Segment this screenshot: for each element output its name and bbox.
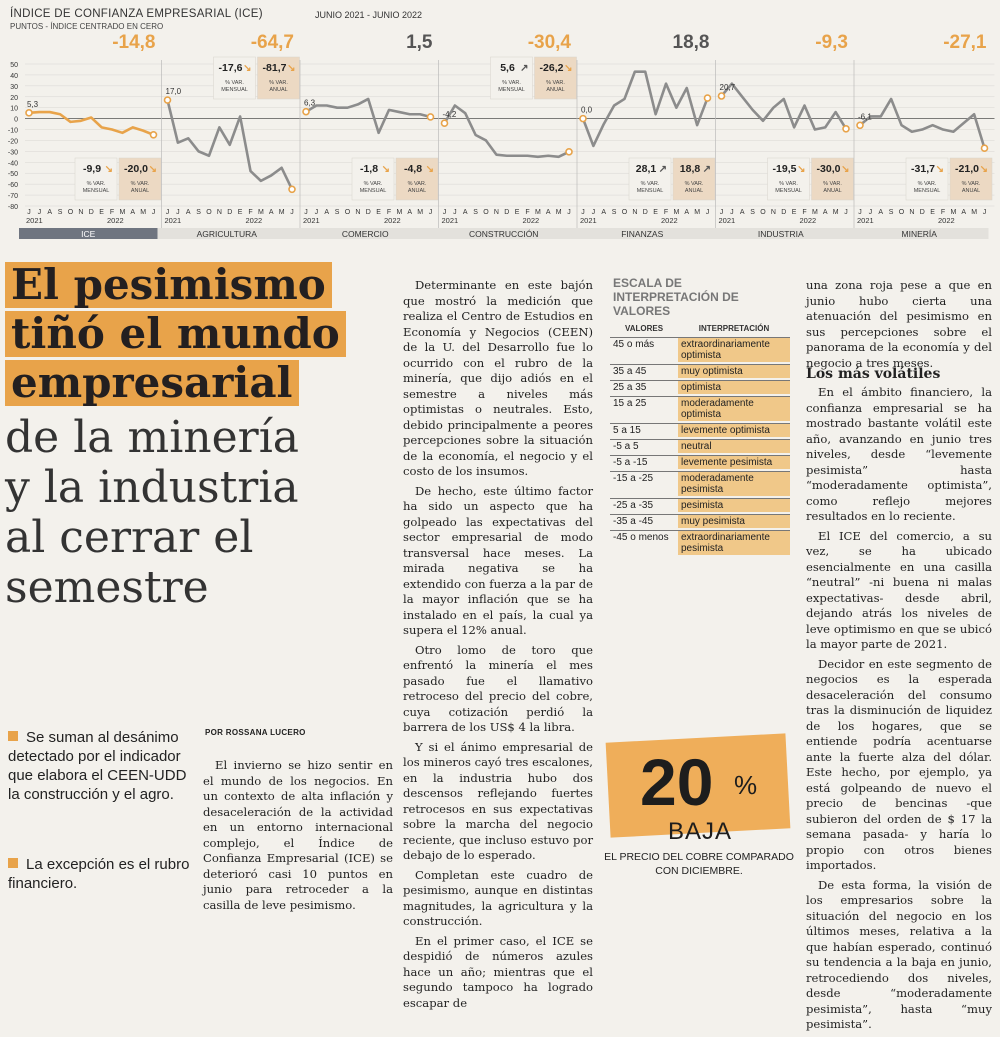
series-start-point: [26, 110, 32, 116]
scale-interpretation: muy pesimista: [678, 514, 790, 528]
month-tick-label: E: [791, 209, 797, 216]
month-tick-label: J: [705, 209, 710, 216]
article-column-4: [806, 385, 992, 1037]
month-tick-label: N: [632, 209, 638, 216]
var-anual-value: -20,0: [124, 163, 148, 175]
var-label: ANUAL: [130, 188, 150, 194]
headline-rest-3: al cerrar el: [5, 512, 254, 563]
series-line: [583, 72, 708, 146]
paragraph: En el primer caso, el ICE se despidió de números azules hace un año; mientras que el segundo tampoco ha logrado escapar de: [403, 933, 593, 1010]
var-label: % VAR.: [546, 80, 565, 86]
arrow-down-icon: ↘: [841, 164, 850, 175]
year-tick-label: 2021: [718, 216, 736, 225]
month-tick-label: A: [961, 209, 967, 216]
month-tick-label: D: [365, 209, 371, 216]
scale-value: 25 a 35: [610, 380, 678, 394]
var-label: MENSUAL: [82, 188, 110, 194]
var-label: ANUAL: [961, 188, 981, 194]
scale-value: 45 o más: [610, 337, 678, 362]
arrow-down-icon: ↘: [564, 63, 573, 74]
year-tick-label: 2022: [384, 216, 401, 225]
series-start-label: -6,1: [858, 112, 872, 122]
month-tick-label: M: [534, 209, 541, 216]
series-line: [442, 106, 570, 157]
month-tick-label: F: [802, 209, 807, 216]
month-tick-label: O: [760, 209, 766, 216]
month-tick-label: J: [453, 209, 457, 216]
var-label: % VAR.: [640, 181, 660, 187]
badge-caption: EL PRECIO DEL COBRE COMPARADO CON DICIEMBRE.: [604, 851, 794, 877]
month-tick-label: A: [185, 209, 191, 216]
scale-interpretation: moderadamente optimista: [678, 396, 790, 421]
paragraph: Otro lomo de toro que enfrentó la minería el mes pasado fue el llamativo retroceso del precio del cobre, cuya cotización perdió la barrera de los US$ 4 la libra.: [403, 642, 593, 734]
var-label: ANUAL: [823, 188, 842, 194]
series-start-point: [165, 97, 171, 103]
var-label: MENSUAL: [359, 188, 387, 194]
arrow-up-icon: ↗: [520, 63, 529, 74]
month-tick-label: M: [555, 209, 562, 216]
month-tick-label: A: [739, 209, 745, 216]
month-tick-label: A: [268, 209, 274, 216]
headline-rest-1: de la minería: [5, 412, 299, 463]
headline-rest-4: semestre: [5, 562, 209, 613]
scale-value: 15 a 25: [610, 396, 678, 421]
byline: POR ROSSANA LUCERO: [205, 728, 306, 737]
headline-line-1: El pesimismo: [5, 262, 332, 308]
month-tick-label: N: [355, 209, 361, 216]
scale-row: [610, 498, 790, 512]
month-tick-label: A: [822, 209, 828, 216]
y-tick-label: -30: [7, 149, 18, 157]
month-tick-label: N: [909, 209, 915, 216]
year-tick-label: 2022: [938, 216, 955, 225]
month-tick-label: S: [750, 209, 755, 216]
scale-value: -35 a -45: [610, 514, 678, 528]
scale-interpretation: extraordinariamente pesimista: [678, 530, 790, 555]
scale-value: -25 a -35: [610, 498, 678, 512]
series-end-point: [289, 186, 295, 192]
paragraph: Completan este cuadro de pesimismo, aunque en distintas magnitudes, la agricultura y la construcción.: [403, 867, 593, 928]
var-mensual-value: -19,5: [772, 163, 797, 175]
badge-number: 20: [640, 745, 714, 819]
chart-subtitle: PUNTOS - ÍNDICE CENTRADO EN CERO: [10, 22, 164, 31]
month-tick-label: F: [525, 209, 530, 216]
year-tick-label: 2021: [441, 216, 459, 225]
series-end-point: [566, 149, 572, 155]
month-tick-label: J: [591, 209, 596, 216]
scale-row: [610, 455, 790, 469]
arrow-down-icon: ↘: [797, 164, 806, 175]
arrow-down-icon: ↘: [148, 164, 157, 175]
series-line: [168, 100, 293, 189]
var-mensual-value: -31,7: [911, 163, 935, 175]
month-tick-label: J: [290, 209, 294, 216]
var-label: MENSUAL: [498, 87, 525, 93]
y-tick-label: -70: [7, 193, 18, 201]
var-label: MENSUAL: [221, 87, 248, 93]
scale-header-interpretation: INTERPRETACIÓN: [698, 324, 770, 333]
series-end-value: -27,1: [943, 32, 987, 53]
scale-row: [610, 337, 790, 362]
panel-label: ICE: [81, 229, 96, 239]
panel-label: COMERCIO: [341, 229, 389, 239]
scale-row: [610, 439, 790, 453]
month-tick-label: M: [257, 209, 264, 216]
badge-word: BAJA: [668, 818, 733, 845]
paragraph: El invierno se hizo sentir en el mundo de los negocios. En un contexto de alta inflación y desaceleración de la actividad en un entorno internacional complejo, el Índice de Confianza Empresarial (ICE) se deterioró casi 10 puntos en junio para retroceder a la casilla de leve pesimismo.: [203, 758, 393, 912]
y-tick-label: -60: [7, 182, 18, 190]
month-tick-label: S: [611, 209, 617, 216]
month-tick-label: A: [462, 209, 468, 216]
year-tick-label: 2021: [26, 216, 43, 225]
bullet-1: [8, 728, 198, 804]
month-tick-label: J: [982, 209, 987, 216]
arrow-up-icon: ↗: [702, 164, 711, 175]
ice-sector-chart: [0, 0, 1000, 245]
month-tick-label: J: [567, 209, 571, 216]
bullet-2: [8, 855, 198, 893]
scale-row: [610, 530, 790, 555]
scale-value: -15 a -25: [610, 471, 678, 496]
series-end-value: -14,8: [112, 32, 156, 53]
paragraph: Decidor en este segmento de negocios es la esperada desaceleración del consumo tras la disminución de liquidez de los hogares, que se entiende podría acentuarse ante la fuerte alza del dólar. Este hecho, por ejemplo, ya está golpeando de nuevo el precio de bencinas -que subieron del orden de $ 17 la semana pasada- y haría lo propio con otros bienes importados.: [806, 656, 992, 872]
var-label: MENSUAL: [775, 188, 802, 194]
series-start-label: 20,7: [719, 83, 736, 93]
month-tick-label: J: [176, 209, 180, 216]
y-tick-label: 50: [10, 62, 18, 69]
month-tick-label: A: [47, 209, 53, 216]
y-tick-label: -20: [7, 138, 18, 146]
paragraph: Determinante en este bajón que mostró la medición que realiza el Centro de Estudios en Economía y Negocios (CEEN) de la U. del Desarrollo fue lo ocurrido con el rubro de la minería, que dijo adiós en el semestre a niveles más optimistas o neutrales. Esto, debido principalmente a peores percepciones sobre la situación de la economía, el negocio y el costo de los insumos.: [403, 278, 593, 478]
month-tick-label: O: [67, 209, 74, 216]
var-label: % VAR.: [407, 181, 427, 187]
year-tick-label: 2021: [580, 216, 597, 225]
month-tick-label: E: [930, 209, 935, 216]
scale-interpretation: pesimista: [678, 498, 790, 512]
var-anual-value: -21,0: [955, 163, 979, 175]
series-line: [719, 83, 847, 130]
month-tick-label: J: [868, 209, 873, 216]
arrow-down-icon: ↘: [243, 63, 252, 74]
y-tick-label: 20: [10, 94, 18, 102]
series-line: [306, 99, 431, 133]
scale-value: -45 o menos: [610, 530, 678, 555]
var-mensual-value: -17,6: [218, 62, 243, 74]
panel-label: INDUSTRIA: [757, 229, 804, 239]
var-label: MENSUAL: [636, 188, 664, 194]
var-label: ANUAL: [407, 188, 427, 194]
month-tick-label: M: [950, 209, 957, 216]
var-label: % VAR.: [502, 80, 521, 86]
scale-row: [610, 380, 790, 394]
month-tick-label: D: [919, 209, 925, 216]
series-end-value: -64,7: [250, 32, 294, 53]
series-end-value: 1,5: [406, 32, 433, 53]
var-label: ANUAL: [546, 87, 565, 93]
paragraph: Y si el ánimo empresarial de los mineros cayó tres escalones, en la industria hubo dos descensos reflejando fuertes retrocesos en sus expectativas sobre la marcha del negocio reciente, que incluso estuvo por debajo de lo esperado.: [403, 739, 593, 862]
headline-rest-2: y la industria: [5, 462, 299, 513]
scale-row: [610, 514, 790, 528]
var-anual-value: 18,8: [679, 163, 701, 175]
arrow-up-icon: ↗: [658, 164, 667, 175]
month-tick-label: E: [376, 209, 381, 216]
month-tick-label: N: [493, 209, 499, 216]
month-tick-label: J: [719, 209, 724, 216]
scale-value: 35 a 45: [610, 364, 678, 378]
month-tick-label: F: [386, 209, 392, 216]
var-label: % VAR.: [684, 181, 704, 187]
interpretation-scale-table: [610, 322, 790, 557]
var-mensual-value: -1,8: [359, 163, 379, 175]
var-mensual-value: 5,6: [500, 62, 515, 74]
month-tick-label: E: [237, 209, 243, 216]
bullet-square-icon: [8, 858, 18, 868]
article-column-2: [403, 278, 593, 1015]
month-tick-label: F: [109, 209, 115, 216]
series-start-point: [719, 93, 725, 99]
month-tick-label: M: [971, 209, 978, 216]
month-tick-label: E: [653, 209, 658, 216]
month-tick-label: M: [832, 209, 839, 216]
month-tick-label: D: [642, 209, 648, 216]
var-label: % VAR.: [823, 181, 842, 187]
series-line: [860, 99, 985, 148]
scale-interpretation: levemente pesimista: [678, 455, 790, 469]
month-tick-label: M: [673, 209, 680, 216]
series-start-point: [442, 120, 448, 126]
month-tick-label: M: [396, 209, 403, 216]
month-tick-label: O: [206, 209, 212, 216]
series-start-label: 17,0: [165, 87, 182, 97]
year-tick-label: 2021: [857, 216, 874, 225]
month-tick-label: S: [57, 209, 63, 216]
month-tick-label: F: [940, 209, 946, 216]
var-label: % VAR.: [86, 181, 106, 187]
article-column-4-top: [806, 278, 992, 375]
year-tick-label: 2022: [799, 216, 817, 225]
var-label: % VAR.: [961, 181, 981, 187]
var-anual-value: -81,7: [262, 62, 287, 74]
month-tick-label: D: [88, 209, 94, 216]
month-tick-label: A: [407, 209, 413, 216]
paragraph: El ICE del comercio, a su vez, se ha ubicado esencialmente en una casilla “neutral” -ni buena ni malas expectativas- desde abril, dejando atrás los niveles de leve optimismo en que se ubicó la mayor parte de 2021.: [806, 528, 992, 651]
y-tick-label: -80: [7, 204, 18, 211]
article-column-1: [203, 758, 393, 917]
var-label: % VAR.: [363, 181, 383, 187]
y-tick-label: 10: [10, 105, 18, 113]
series-end-value: -30,4: [527, 32, 571, 53]
series-start-label: 6,3: [304, 98, 316, 108]
month-tick-label: F: [248, 209, 253, 216]
var-label: % VAR.: [225, 80, 244, 86]
chart-period: JUNIO 2021 - JUNIO 2022: [315, 10, 423, 20]
panel-label: MINERÍA: [901, 229, 937, 239]
paragraph: En el ámbito financiero, la confianza empresarial se ha mostrado bastante volátil este año, avanzando en junio tres niveles, desde “levemente pesimista” hasta “moderadamente optimista”, como reflejo mejores resultados en lo reciente.: [806, 385, 992, 523]
var-label: % VAR.: [917, 181, 937, 187]
var-label: % VAR.: [269, 80, 288, 86]
series-end-point: [151, 132, 157, 138]
month-tick-label: M: [811, 209, 818, 216]
month-tick-label: M: [694, 209, 701, 216]
bullet-2-text: La excepción es el rubro financiero.: [8, 856, 190, 892]
scale-interpretation: optimista: [678, 380, 790, 394]
bullet-square-icon: [8, 731, 18, 741]
month-tick-label: M: [119, 209, 126, 216]
var-label: ANUAL: [684, 188, 704, 194]
series-start-label: 0,0: [581, 105, 593, 115]
month-tick-label: E: [99, 209, 104, 216]
arrow-down-icon: ↘: [935, 164, 944, 175]
month-tick-label: N: [216, 209, 222, 216]
month-tick-label: J: [27, 209, 31, 216]
month-tick-label: J: [442, 209, 447, 216]
year-tick-label: 2021: [164, 216, 182, 225]
var-mensual-value: 28,1: [635, 163, 657, 175]
scale-value: -5 a -15: [610, 455, 678, 469]
series-start-label: -4,2: [442, 110, 457, 120]
month-tick-label: J: [314, 209, 319, 216]
month-tick-label: J: [37, 209, 42, 216]
month-tick-label: O: [483, 209, 489, 216]
scale-interpretation: neutral: [678, 439, 790, 453]
month-tick-label: O: [898, 209, 905, 216]
scale-title: ESCALA DE INTERPRETACIÓN DE VALORES: [613, 276, 739, 318]
y-tick-label: -10: [7, 127, 18, 135]
series-start-point: [857, 122, 863, 128]
var-label: ANUAL: [269, 87, 288, 93]
series-end-value: 18,8: [672, 32, 710, 53]
scale-interpretation: levemente optimista: [678, 423, 790, 437]
month-tick-label: J: [165, 209, 170, 216]
month-tick-label: J: [730, 209, 734, 216]
headline: [5, 262, 365, 615]
month-tick-label: N: [770, 209, 776, 216]
month-tick-label: M: [140, 209, 147, 216]
scale-row: [610, 423, 790, 437]
paragraph: De hecho, este último factor ha sido un aspecto que ha golpeado las expectativas del sector empresarial de modo transversal hace meses. La mirada negativa se ha extendido con fuerza a la par de la mayor inflación que se ha instalado en el país, la cual ya supera el 12% anual.: [403, 483, 593, 637]
year-tick-label: 2022: [245, 216, 263, 225]
panel-label: CONSTRUCCIÓN: [469, 229, 539, 239]
var-anual-value: -4,8: [403, 163, 423, 175]
y-tick-label: -40: [7, 160, 18, 168]
month-tick-label: F: [663, 209, 669, 216]
series-start-label: 5,3: [27, 99, 39, 109]
month-tick-label: D: [781, 209, 787, 216]
year-tick-label: 2021: [303, 216, 320, 225]
month-tick-label: A: [684, 209, 690, 216]
paragraph: una zona roja pese a que en junio hubo cierta una atenuación del pesimismo en sus percepciones sobre el panorama de la economía y del negocio a tres meses.: [806, 278, 992, 370]
month-tick-label: O: [344, 209, 351, 216]
month-tick-label: E: [514, 209, 520, 216]
arrow-down-icon: ↘: [381, 164, 390, 175]
arrow-down-icon: ↘: [104, 164, 113, 175]
year-tick-label: 2022: [661, 216, 678, 225]
series-end-point: [428, 114, 434, 120]
year-tick-label: 2022: [522, 216, 540, 225]
series-end-value: -9,3: [815, 32, 848, 53]
arrow-down-icon: ↘: [425, 164, 434, 175]
month-tick-label: A: [601, 209, 607, 216]
month-tick-label: S: [196, 209, 201, 216]
headline-line-2: tiñó el mundo: [5, 311, 346, 357]
y-tick-label: 0: [14, 116, 18, 124]
scale-row: [610, 471, 790, 496]
var-label: % VAR.: [130, 181, 150, 187]
series-end-point: [843, 126, 849, 132]
var-anual-value: -26,2: [539, 62, 564, 74]
y-tick-label: -50: [7, 171, 18, 179]
y-tick-label: 40: [10, 72, 18, 80]
series-start-point: [303, 109, 309, 115]
panel-label: FINANZAS: [621, 229, 664, 239]
scale-row: [610, 396, 790, 421]
month-tick-label: A: [324, 209, 330, 216]
var-anual-value: -30,0: [816, 163, 841, 175]
series-line: [29, 112, 154, 135]
month-tick-label: A: [130, 209, 136, 216]
year-tick-label: 2022: [107, 216, 124, 225]
month-tick-label: J: [844, 209, 848, 216]
bullet-1-text: Se suman al desánimo detectado por el indicador que elabora el CEEN-UDD la construcción y el agro.: [8, 729, 187, 803]
var-mensual-value: -9,9: [82, 163, 102, 175]
series-start-point: [580, 116, 586, 122]
var-label: MENSUAL: [913, 188, 941, 194]
headline-line-3: empresarial: [5, 360, 299, 406]
arrow-down-icon: ↘: [979, 164, 988, 175]
paragraph: De esta forma, la visión de los empresarios sobre la situación del negocio en los últimos meses, relativa a la que habían esperado, continuó su tendencia a la baja en junio, retrocediendo dos niveles, desde “moderadamente pesimista”, hasta “muy pesimista”.: [806, 877, 992, 1031]
series-end-point: [982, 145, 988, 151]
var-label: % VAR.: [779, 181, 798, 187]
subheading: Los más volátiles: [806, 366, 941, 382]
month-tick-label: J: [428, 209, 433, 216]
panel-label: AGRICULTURA: [196, 229, 257, 239]
month-tick-label: J: [304, 209, 308, 216]
y-tick-label: 30: [10, 83, 18, 91]
series-end-point: [705, 95, 711, 101]
chart-title: ÍNDICE DE CONFIANZA EMPRESARIAL (ICE): [10, 8, 263, 20]
scale-value: 5 a 15: [610, 423, 678, 437]
scale-interpretation: moderadamente pesimista: [678, 471, 790, 496]
month-tick-label: S: [888, 209, 894, 216]
month-tick-label: J: [858, 209, 862, 216]
month-tick-label: A: [878, 209, 884, 216]
month-tick-label: J: [581, 209, 585, 216]
month-tick-label: D: [504, 209, 510, 216]
arrow-down-icon: ↘: [287, 63, 296, 74]
scale-interpretation: muy optimista: [678, 364, 790, 378]
month-tick-label: J: [151, 209, 156, 216]
badge-percent: %: [734, 770, 758, 800]
scale-value: -5 a 5: [610, 439, 678, 453]
month-tick-label: N: [78, 209, 84, 216]
month-tick-label: S: [334, 209, 340, 216]
month-tick-label: M: [417, 209, 424, 216]
month-tick-label: M: [278, 209, 285, 216]
scale-row: [610, 364, 790, 378]
month-tick-label: O: [621, 209, 628, 216]
scale-header-values: VALORES: [624, 324, 664, 333]
month-tick-label: S: [473, 209, 478, 216]
month-tick-label: D: [227, 209, 233, 216]
month-tick-label: A: [545, 209, 551, 216]
scale-interpretation: extraordinariamente optimista: [678, 337, 790, 362]
